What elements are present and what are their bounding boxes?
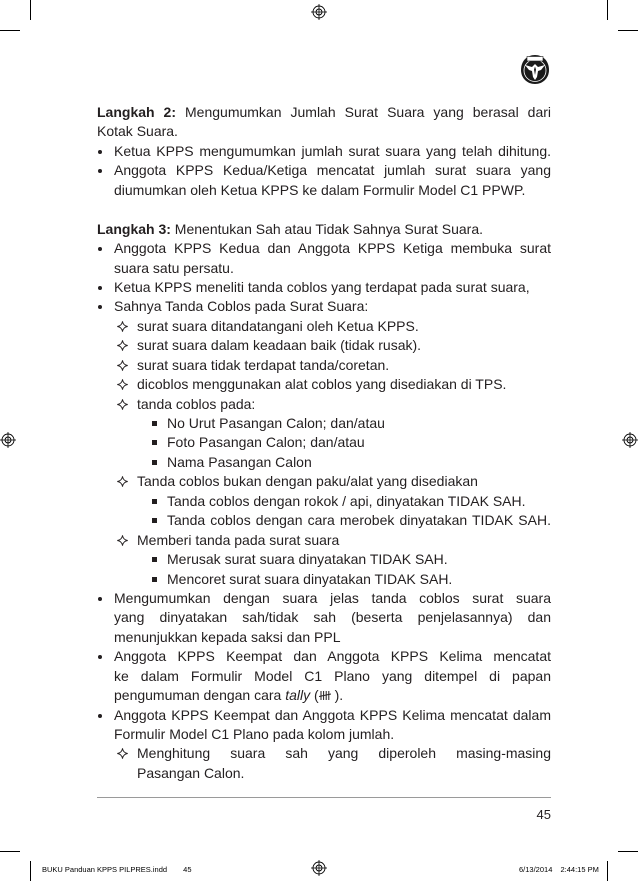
round-bullet-icon bbox=[98, 655, 102, 659]
list-item-text: Formulir Model C1 Plano pada kolom jumlah. bbox=[114, 726, 395, 742]
step-3-heading-line bbox=[97, 220, 551, 239]
list-item bbox=[97, 589, 551, 647]
sub-sub-list-item-text: No Urut Pasangan Calon; dan/atau bbox=[167, 415, 385, 431]
page-body bbox=[97, 103, 551, 783]
list-item bbox=[97, 297, 551, 316]
round-bullet-icon bbox=[98, 169, 102, 173]
list-item-text: Ketua KPPS meneliti tanda coblos yang terdapat pada surat suara, bbox=[114, 278, 530, 295]
list-item-text: Ketua KPPS mengumumkan jumlah surat suara yang telah dihitung. bbox=[114, 142, 551, 159]
list-item bbox=[97, 142, 551, 161]
crop-mark bbox=[0, 851, 20, 852]
square-bullet-icon bbox=[152, 499, 157, 504]
slug-time: 2:44:15 PM bbox=[560, 865, 599, 874]
registration-mark-icon bbox=[311, 4, 327, 20]
sub-sub-list-item-text: Tanda coblos dengan cara merobek dinyatakan TIDAK SAH. bbox=[167, 512, 551, 529]
step-3-title: Menentukan Sah atau Tidak Sahnya Surat Suara. bbox=[174, 220, 484, 237]
sub-list-item bbox=[97, 336, 551, 355]
list-item-text: Anggota KPPS Keempat dan Anggota KPPS Kelima mencatat bbox=[114, 648, 551, 665]
four-pointed-star-bullet-icon bbox=[117, 535, 128, 546]
sub-sub-list-item bbox=[97, 492, 551, 511]
sub-list-item bbox=[97, 317, 551, 336]
list-item bbox=[97, 161, 551, 200]
list-item-text: suara satu persatu. bbox=[114, 259, 234, 276]
sub-list-item-text: Pasangan Calon. bbox=[137, 764, 245, 781]
sub-list-item-text: surat suara ditandatangani oleh Ketua KPPS. bbox=[137, 317, 419, 334]
sub-list-item-text: surat suara tidak terdapat tanda/coretan. bbox=[137, 356, 390, 373]
square-bullet-icon bbox=[152, 460, 157, 465]
round-bullet-icon bbox=[98, 286, 102, 290]
sub-list-item bbox=[97, 375, 551, 394]
sub-list-item-text: surat suara dalam keadaan baik (tidak rusak). bbox=[137, 337, 422, 354]
four-pointed-star-bullet-icon bbox=[117, 399, 128, 410]
registration-mark-icon bbox=[311, 860, 327, 876]
sub-sub-list-item-text: Nama Pasangan Calon bbox=[167, 453, 312, 470]
list-item-text: Anggota KPPS Kedua/Ketiga mencatat jumlah surat suara yang bbox=[114, 162, 551, 179]
list-item bbox=[97, 278, 551, 297]
crop-mark bbox=[30, 861, 31, 881]
round-bullet-icon bbox=[98, 247, 102, 251]
sub-sub-list-item bbox=[97, 550, 551, 569]
sub-sub-list-item-text: Tanda coblos dengan rokok / api, dinyatakan TIDAK SAH. bbox=[167, 492, 526, 509]
tally-term: tally bbox=[285, 687, 311, 704]
step-2-heading-line: Kotak Suara. bbox=[97, 123, 178, 140]
crop-mark bbox=[618, 30, 638, 31]
round-bullet-icon bbox=[98, 150, 102, 154]
sub-sub-list-item bbox=[97, 570, 551, 589]
four-pointed-star-bullet-icon bbox=[117, 379, 128, 390]
square-bullet-icon bbox=[152, 440, 157, 445]
list-item-text: ke dalam Formulir Model C1 Plano yang ditempel di papan bbox=[114, 667, 551, 684]
registration-mark-icon bbox=[622, 432, 638, 448]
list-item-text: yang dinyatakan sah/tidak sah (beserta penjelasannya) dan bbox=[114, 609, 551, 626]
registration-mark-icon bbox=[0, 432, 16, 448]
slug-filename: BUKU Panduan KPPS PILPRES.indd bbox=[42, 865, 168, 874]
sub-sub-list-item-text: Foto Pasangan Calon; dan/atau bbox=[167, 434, 365, 451]
step-2-heading-line bbox=[97, 103, 551, 122]
sub-list-item bbox=[97, 744, 551, 783]
step-3-label: Langkah 3: bbox=[97, 220, 171, 237]
square-bullet-icon bbox=[152, 577, 157, 582]
four-pointed-star-bullet-icon bbox=[117, 360, 128, 371]
sub-list-item-text: tanda coblos pada: bbox=[137, 395, 256, 412]
crop-mark bbox=[618, 851, 638, 852]
list-item-text: diumumkan oleh Ketua KPPS ke dalam Formulir Model C1 PPWP. bbox=[114, 181, 526, 198]
paragraph-spacer bbox=[97, 200, 551, 219]
slug-page: 45 bbox=[183, 865, 192, 874]
list-item-text: Mengumumkan dengan suara jelas tanda coblos surat suara bbox=[114, 589, 551, 606]
list-item-text: menunjukkan kepada saksi dan PPL bbox=[114, 628, 341, 645]
step-2-title: Mengumumkan Jumlah Surat Suara yang berasal dari bbox=[185, 104, 552, 120]
print-slug-right bbox=[519, 865, 599, 875]
sub-sub-list-item bbox=[97, 414, 551, 433]
step-2-label: Langkah 2: bbox=[97, 104, 177, 120]
sub-list-item bbox=[97, 395, 551, 414]
crop-mark bbox=[607, 861, 608, 881]
sub-sub-list-item-text: Mencoret surat suara dinyatakan TIDAK SAH. bbox=[167, 570, 453, 587]
sub-sub-list-item bbox=[97, 453, 551, 472]
list-item-text bbox=[114, 686, 551, 705]
sub-list-item-text: Memberi tanda pada surat suara bbox=[137, 531, 340, 548]
four-pointed-star-bullet-icon bbox=[117, 476, 128, 487]
tally-text-before: pengumuman dengan cara bbox=[114, 687, 282, 704]
tally-paren-close: ). bbox=[334, 687, 344, 704]
tally-mark-five-icon bbox=[319, 690, 331, 701]
round-bullet-icon bbox=[98, 714, 102, 718]
sub-list-item-text: Menghitung suara sah yang diperoleh masing-masing bbox=[137, 745, 551, 762]
list-item-text: Anggota KPPS Keempat dan Anggota KPPS Kelima mencatat dalam bbox=[114, 706, 551, 723]
four-pointed-star-bullet-icon bbox=[117, 748, 128, 759]
print-slug-left bbox=[42, 865, 192, 875]
square-bullet-icon bbox=[152, 518, 157, 523]
page-number: 45 bbox=[536, 807, 551, 822]
kpu-emblem-icon bbox=[520, 53, 550, 85]
sub-list-item bbox=[97, 356, 551, 375]
sub-sub-list-item bbox=[97, 511, 551, 530]
list-item-text: Sahnya Tanda Coblos pada Surat Suara: bbox=[114, 298, 369, 315]
crop-mark bbox=[0, 30, 20, 31]
crop-mark bbox=[30, 0, 31, 20]
footer-divider bbox=[97, 797, 551, 798]
sub-list-item-text: dicoblos menggunakan alat coblos yang disediakan di TPS. bbox=[137, 376, 507, 393]
tally-paren-open: ( bbox=[314, 687, 319, 704]
square-bullet-icon bbox=[152, 557, 157, 562]
slug-date: 6/13/2014 bbox=[519, 865, 553, 874]
list-item bbox=[97, 647, 551, 705]
square-bullet-icon bbox=[152, 421, 157, 426]
four-pointed-star-bullet-icon bbox=[117, 340, 128, 351]
sub-list-item bbox=[97, 531, 551, 550]
sub-sub-list-item-text: Merusak surat suara dinyatakan TIDAK SAH. bbox=[167, 551, 448, 568]
round-bullet-icon bbox=[98, 305, 102, 309]
list-item-text: Anggota KPPS Kedua dan Anggota KPPS Ketiga membuka surat bbox=[114, 240, 551, 257]
sub-list-item bbox=[97, 472, 551, 491]
round-bullet-icon bbox=[98, 597, 102, 601]
crop-mark bbox=[607, 0, 608, 20]
list-item bbox=[97, 239, 551, 278]
sub-list-item-text: Tanda coblos bukan dengan paku/alat yang disediakan bbox=[137, 473, 478, 490]
list-item bbox=[97, 706, 551, 745]
four-pointed-star-bullet-icon bbox=[117, 321, 128, 332]
sub-sub-list-item bbox=[97, 433, 551, 452]
